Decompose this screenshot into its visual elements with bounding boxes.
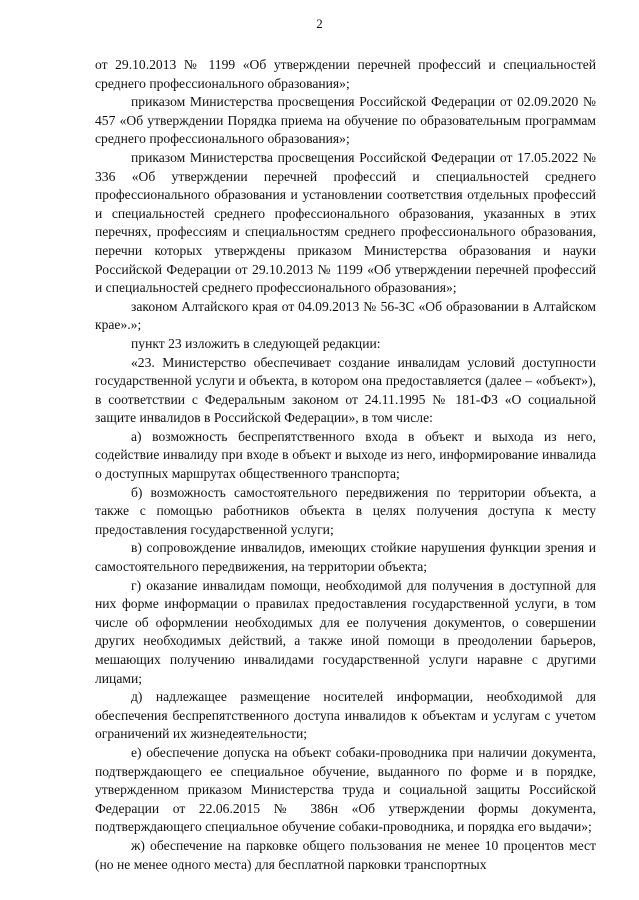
paragraph-continuation: от 29.10.2013 № 1199 «Об утверждении перечней профессий и специальностей среднего профессионального образования»; <box>95 57 596 91</box>
list-item-e: е) обеспечение допуска на объект собаки-проводника при наличии документа, подтверждающего ее специальное обучение, выданного по форме и в порядке, утвержденном приказом Министерства труда и социальной защиты Российской Федерации от 22.06.2015 № 386н «Об утверждении формы документа, подтверждающего специальное обучение собаки-проводника, и порядка его выдачи»; <box>95 744 596 835</box>
list-item-v: в) сопровождение инвалидов, имеющих стойкие нарушения функции зрения и самостоятельного передвижения, на территории объекта; <box>95 540 596 575</box>
list-item-d: д) надлежащее размещение носителей информации, необходимой для обеспечения беспрепятственного доступа инвалидов к объектам и услугам с учетом ограничений их жизнедеятельности; <box>95 689 596 742</box>
paragraph-clause-23: «23. Министерство обеспечивает создание инвалидам условий доступности государственной услуги и объекта, в котором она предоставляется (далее – «объект»), в соответствии с Федеральным законом от 24.11.1995 № 181-ФЗ «О социальной защите инвалидов в Российской Федерации», в том числе: <box>95 354 596 426</box>
list-item-zh: ж) обеспечение на парковке общего пользования не менее 10 процентов мест (но не менее одного места) для бесплатной парковки транспортных <box>95 837 596 872</box>
list-item-b: б) возможность самостоятельного передвижения по территории объекта, а также с помощью работников объекта в целях получения доступа к месту предоставления государственной услуги; <box>95 484 596 537</box>
list-item-a: а) возможность беспрепятственного входа в объект и выхода из него, содействие инвалиду при входе в объект и выходе из него, информирование инвалида о доступных маршрутах общественного транспорта; <box>95 428 596 482</box>
paragraph-law-56-zs: законом Алтайского края от 04.09.2013 № 56-ЗС «Об образовании в Алтайском крае».»; <box>95 298 596 333</box>
list-item-g: г) оказание инвалидам помощи, необходимой для получения в доступной для них форме информации о правилах предоставления государственной услуги, в том числе об оформлении необходимых для ее получения документов, о совершении других необходимых действий, а также иной помощи в преодолении барьеров, мешающих получению инвалидами государственной услуги наравне с другими лицами; <box>95 577 596 686</box>
paragraph-clause-23-intro: пункт 23 изложить в следующей редакции: <box>131 335 381 351</box>
page-number: 2 <box>316 16 323 31</box>
paragraph-order-457: приказом Министерства просвещения Российской Федерации от 02.09.2020 № 457 «Об утверждении Порядка приема на обучение по образовательным программам среднего профессионального образования»; <box>95 94 596 147</box>
paragraph-order-336: приказом Министерства просвещения Российской Федерации от 17.05.2022 № 336 «Об утверждении перечней профессий и специальностей среднего профессионального образования и установлении соответствия отдельных профессий и специальностей среднего профессионального образования, указанных в этих перечнях, профессиям и специальностям среднего профессионального образования, перечни которых утверждены приказом Министерства образования и науки Российской Федерации от 29.10.2013 № 1199 «Об утверждении перечней профессий и специальностей среднего профессионального образования»; <box>95 149 596 296</box>
document-body <box>95 56 596 874</box>
